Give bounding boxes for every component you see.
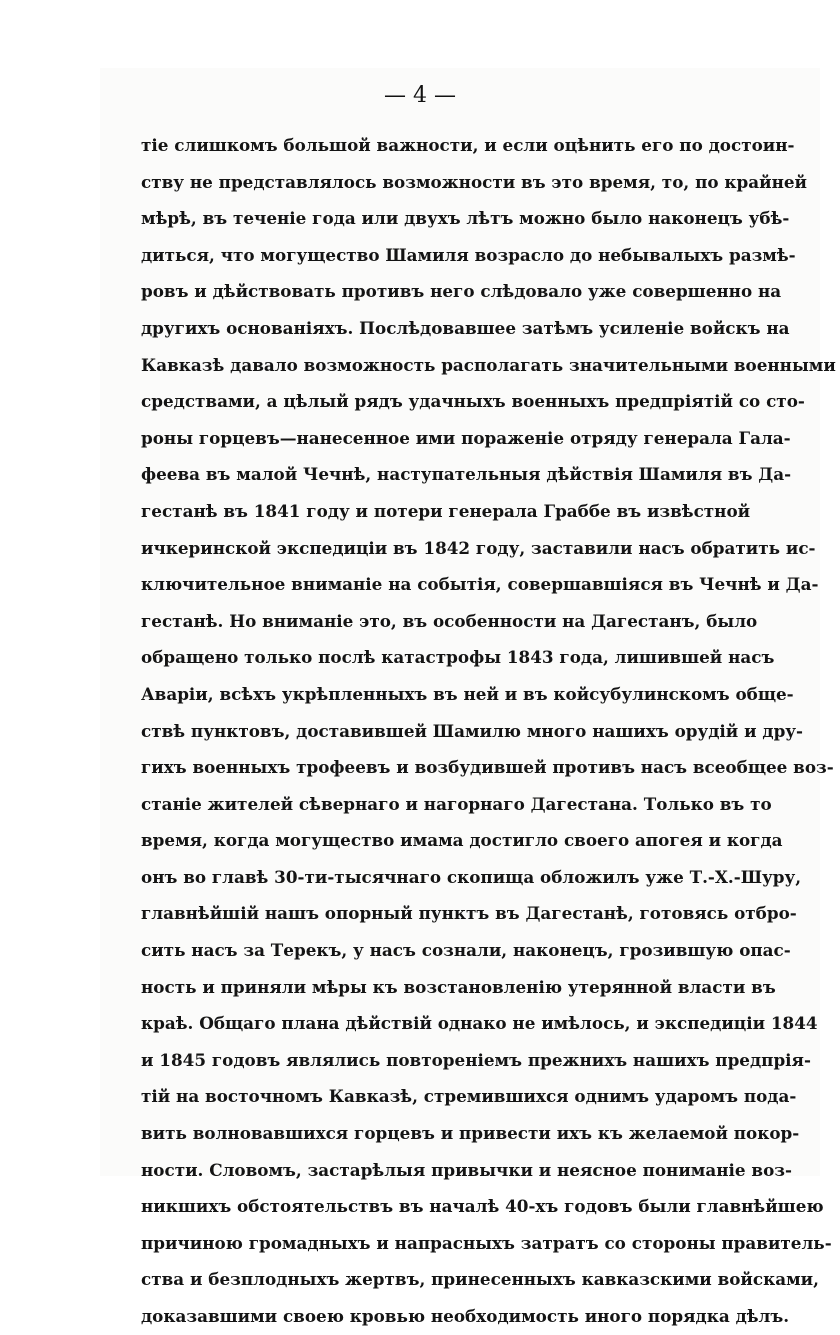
text-line: Аваріи, всѣхъ укрѣпленныхъ въ ней и въ койсубулинскомъ обще- bbox=[141, 683, 794, 704]
text-line: другихъ основаніяхъ. Послѣдовавшее затѣмъ усиленіе войскъ на bbox=[141, 317, 790, 338]
text-line: тій на восточномъ Кавказѣ, стремившихся однимъ ударомъ пода- bbox=[141, 1086, 797, 1107]
text-line: и 1845 годовъ являлись повтореніемъ прежнихъ нашихъ предпрія- bbox=[141, 1049, 811, 1070]
text-line: средствами, а цѣлый рядъ удачныхъ военныхъ предпріятій со сто- bbox=[141, 391, 805, 412]
text-line: доказавшими своею кровью необходимость иного порядка дѣлъ. bbox=[141, 1306, 790, 1326]
text-line: феева въ малой Чечнѣ, наступательныя дѣйствія Шамиля въ Да- bbox=[141, 464, 792, 485]
text-line: диться, что могущество Шамиля возрасло до небывалыхъ размѣ- bbox=[141, 244, 796, 265]
page-number: — 4 — bbox=[384, 83, 456, 108]
text-line: гихъ военныхъ трофеевъ и возбудившей противъ насъ всеобщее воз- bbox=[141, 757, 834, 778]
text-line: ключительное вниманіе на событія, совершавшіяся въ Чечнѣ и Да- bbox=[141, 574, 819, 595]
text-line: вить волновавшихся горцевъ и привести ихъ къ желаемой покор- bbox=[141, 1123, 800, 1144]
text-line: ства и безплодныхъ жертвъ, принесенныхъ кавказскими войсками, bbox=[141, 1269, 819, 1290]
text-line: ствѣ пунктовъ, доставившей Шамилю много нашихъ орудій и дру- bbox=[141, 720, 804, 741]
text-line: Кавказѣ давало возможность располагать значительными военными bbox=[141, 354, 836, 375]
text-line: ичкеринской экспедиціи въ 1842 году, заставили насъ обратить ис- bbox=[141, 537, 816, 558]
body-text bbox=[141, 127, 836, 1335]
text-line: причиною громадныхъ и напрасныхъ затратъ со стороны правитель- bbox=[141, 1232, 832, 1253]
text-line: гестанѣ. Но вниманіе это, въ особенности на Дагестанъ, было bbox=[141, 610, 758, 631]
text-line: сить насъ за Терекъ, у насъ сознали, наконецъ, грозившую опас- bbox=[141, 940, 791, 961]
text-line: ровъ и дѣйствовать противъ него слѣдовало уже совершенно на bbox=[141, 281, 782, 302]
text-line: никшихъ обстоятельствъ въ началѣ 40-хъ годовъ были главнѣйшею bbox=[141, 1196, 824, 1217]
text-line: ности. Словомъ, застарѣлыя привычки и неясное пониманіе воз- bbox=[141, 1159, 792, 1180]
text-line: онъ во главѣ 30-ти-тысячнаго скопища обложилъ уже Т.-Х.-Шуру, bbox=[141, 866, 802, 887]
text-line: ству не представлялось возможности въ это время, то, по крайней bbox=[141, 171, 807, 192]
text-line: ность и приняли мѣры къ возстановленію утерянной власти въ bbox=[141, 976, 776, 997]
text-line: обращено только послѣ катастрофы 1843 года, лишившей насъ bbox=[141, 647, 775, 668]
text-line: гестанѣ въ 1841 году и потери генерала Граббе въ извѣстной bbox=[141, 500, 751, 521]
text-line: мѣрѣ, въ теченіе года или двухъ лѣтъ можно было наконецъ убѣ- bbox=[141, 208, 790, 229]
text-line: главнѣйшій нашъ опорный пунктъ въ Дагестанѣ, готовясь отбро- bbox=[141, 903, 797, 924]
text-line: станіе жителей сѣвернаго и нагорнаго Дагестана. Только въ то bbox=[141, 793, 772, 814]
text-line: краѣ. Общаго плана дѣйствій однако не имѣлось, и экспедиціи 1844 bbox=[141, 1013, 818, 1034]
text-line: тіе слишкомъ большой важности, и если оцѣнить его по достоин- bbox=[141, 135, 795, 155]
text-line: роны горцевъ—нанесенное ими пораженіе отряду генерала Гала- bbox=[141, 427, 791, 448]
text-line: время, когда могущество имама достигло своего апогея и когда bbox=[141, 830, 783, 851]
